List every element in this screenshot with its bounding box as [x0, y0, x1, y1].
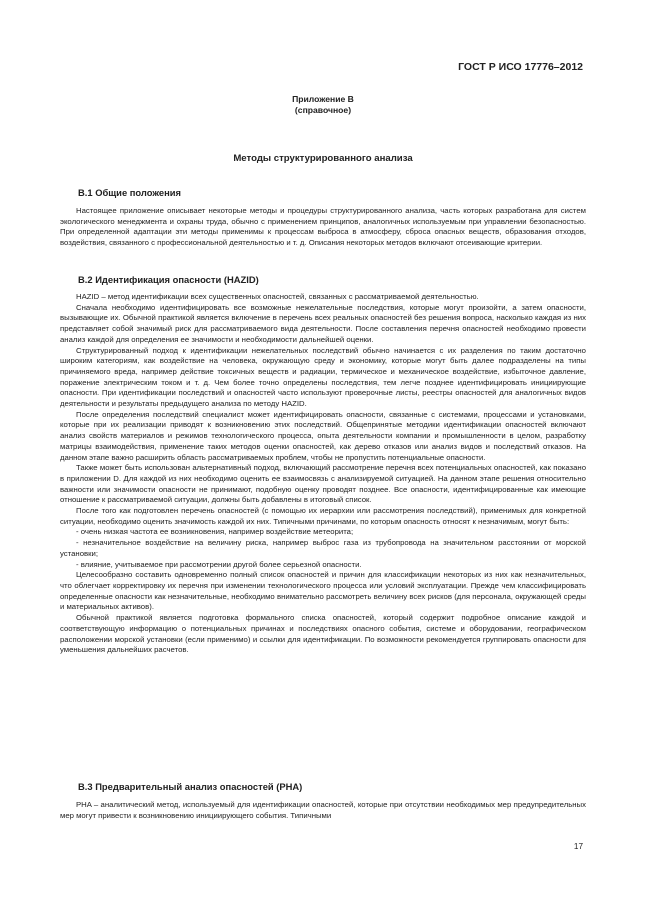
standard-number: ГОСТ Р ИСО 17776–2012 [458, 61, 583, 73]
section-heading-b2: B.2 Идентификация опасности (HAZID) [78, 274, 259, 285]
paragraph: После определения последствий специалист может идентифицировать опасности, связанные с системами, процессами и установками, которые при их реализации приводят к возникновению этих последствий. Общепринятые методики идентификации опасностей включают анализ свойств материалов и режимов технологического процесса, опыта деятельности компании и промышленности в целом, разработку матрицы взаимодействия, применение таких методов оценки опасностей, как дерево отказов или анализ видов и последствий отказов. На данном этапе важно расширить область рассматриваемых проблем, чтобы не пропустить потенциальные опасности. [60, 409, 586, 462]
paragraph: PHA – аналитический метод, используемый для идентификации опасностей, которые при отсутствии необходимых мер предупредительных мер могут привести к возникновению инициирующего события. Типичными [60, 800, 586, 820]
list-item: - влияние, учитываемое при рассмотрении другой более серьезной опасности. [76, 559, 362, 569]
paragraph: Настоящее приложение описывает некоторые методы и процедуры структурированного анализа, часть которых разработана для систем экологического менеджмента и охраны труда, обычно с применением принципов, аналогичных используемым при управлении безопасностью. При определенной адаптации эти методы применимы к процессам выброса в атмосферу, сброса опасных веществ, образования отходов, воздействия, связанного с профессиональной деятельностью и т. д. Описания некоторых методов включают отсеивающие критерии. [60, 206, 586, 248]
paragraph: После того как подготовлен перечень опасностей (с помощью их иерархии или рассмотрения последствий), применимых для конкретной ситуации, необходимо оценить значимость каждой их них. Типичными причинами, по которым опасность относят к незначимым, могут быть: [60, 506, 586, 526]
annex-type: (справочное) [294, 105, 352, 115]
list-item: - очень низкая частота ее возникновения, например воздействие метеорита; [76, 527, 354, 537]
section-heading-b1: B.1 Общие положения [78, 187, 181, 198]
section-body-b3 [60, 800, 586, 821]
section-heading-b3: B.3 Предварительный анализ опасностей (PHA) [78, 781, 303, 792]
paragraph: Также может быть использован альтернативный подход, включающий рассмотрение перечня всех потенциальных опасностей, как показано в приложении D. Для каждой из них необходимо оценить ее взаимосвязь с анализируемой ситуацией. На данном этапе решения относительно важности или значимости опасности не принимают, подобную оценку проводят позднее. Все опасности, идентифицированные как имеющие отношение к рассматриваемой ситуации, должны быть добавлены в итоговый список. [60, 463, 586, 505]
paragraph: Обычной практикой является подготовка формального списка опасностей, который содержит подробное описание каждой и соответствующую информацию о потенциальных причинах и последствиях опасного события, системе и оборудовании, географическом расположении морской установки (если применимо) и ссылки для идентификации. По возможности рекомендуется группировать опасности для уменьшения дальнейших расчетов. [60, 613, 586, 655]
paragraph: HAZID – метод идентификации всех существенных опасностей, связанных с рассматриваемой деятельностью. [76, 292, 479, 301]
section-body-b2 [60, 292, 586, 656]
page-number: 17 [573, 842, 583, 851]
list-item: - незначительное воздействие на величину риска, например выброс газа из трубопровода на значительном расстоянии от морской установки; [60, 538, 586, 558]
section-body-b1 [60, 206, 586, 249]
paragraph: Целесообразно составить одновременно полный список опасностей и причин для классификации некоторых из них как незначительных, что облегчает корректировку их перечня при изменении технологического процесса или условий эксплуатации. Прежде чем классифицировать определенные опасности как незначительные, необходимо внимательно рассмотреть величину всех рисков (для персонала, окружающей среды и материальных активов). [60, 570, 586, 612]
document-title: Методы структурированного анализа [233, 153, 413, 164]
annex-title: Приложение В [292, 94, 354, 104]
paragraph: Структурированный подход к идентификации нежелательных последствий обычно начинается с их разделения по таким достаточно широким категориям, как воздействие на человека, окружающую среду и экономику, которые могут быть далее подразделены на типы причиняемого вреда, например действие токсичных веществ и радиации, термическое и механическое воздействие, избыточное давление, поражение электрическим током и т. д. Чем более точно определены последствия, тем легче позднее идентифицировать инициирующие опасности. При идентификации последствий и опасностей часто используют проверочные листы, реестры опасностей для аналогичных видов деятельности и результаты предыдущего анализа по методу HAZID. [60, 345, 586, 409]
paragraph: Сначала необходимо идентифицировать все возможные нежелательные последствия, которые могут произойти, а затем опасности, вызывающие их. Обычной практикой является включение в перечень всех реальных опасностей без решения вопроса, насколько каждая из них представляет собой значимый риск для рассматриваемого вида деятельности. После составления перечня опасностей необходимо провести анализ каждой для определения ее значимости и необходимости дальнейшей оценки. [60, 302, 586, 344]
